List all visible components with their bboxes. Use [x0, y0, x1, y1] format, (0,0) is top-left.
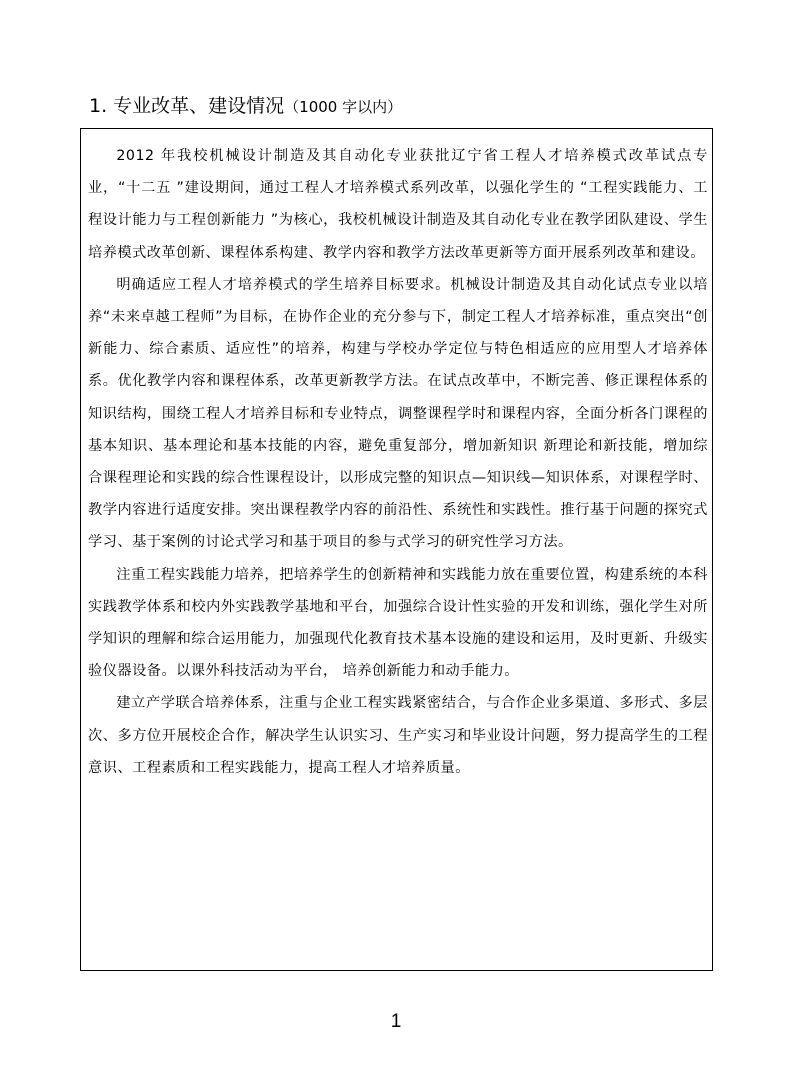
section-word-limit-note: （1000 字以内） [284, 98, 403, 116]
body-text [88, 140, 708, 784]
section-title: 1. 专业改革、建设情况 [89, 95, 285, 117]
paragraph: 建立产学联合培养体系，注重与企业工程实践紧密结合，与合作企业多渠道、多形式、多层次、多方位开展校企合作，解决学生认识实习、生产实习和毕业设计问题，努力提高学生的工程意识、工程素质和工程实践能力，提高工程人才培养质量。 [88, 695, 708, 776]
paragraph: 注重工程实践能力培养，把培养学生的创新精神和实践能力放在重要位置，构建系统的本科实践教学体系和校内外实践教学基地和平台，加强综合设计性实验的开发和训练，强化学生对所学知识的理解和综合运用能力，加强现代化教育技术基本设施的建设和运用，及时更新、升级实验仪器设备。以课外科技活动为平台， 培养创新能力和动手能力。 [88, 566, 708, 680]
paragraph: 明确适应工程人才培养模式的学生培养目标要求。机械设计制造及其自动化试点专业以培养“未来卓越工程师”为目标，在协作企业的充分参与下，制定工程人才培养标准，重点突出“创新能力、综合素质、适应性”的培养，构建与学校办学定位与特色相适应的应用型人才培养体系。优化教学内容和课程体系，改革更新教学方法。在试点改革中，不断完善、修正课程体系的知识结构，围绕工程人才培养目标和专业特点，调整课程学时和课程内容，全面分析各门课程的基本知识、基本理论和基本技能的内容，避免重复部分，增加新知识 新理论和新技能，增加综合课程理论和实践的综合性课程设计，以形成完整的知识点—知识线—知识体系，对课程学时、教学内容进行适度安排。突出课程教学内容的前沿性、系统性和实践性。推行基于问题的探究式学习、基于案例的讨论式学习和基于项目的参与式学习的研究性学习方法。 [88, 276, 708, 551]
page-number: 1 [390, 1011, 402, 1032]
paragraph: 2012 年我校机械设计制造及其自动化专业获批辽宁省工程人才培养模式改革试点专业，“十二五 ”建设期间，通过工程人才培养模式系列改革，以强化学生的 “工程实践能力、工程设计能力与工程创新能力 ”为核心，我校机械设计制造及其自动化专业在教学团队建设、学生培养模式改革创新、课程体系构建、教学内容和教学方法改革更新等方面开展系列改革和建设。 [88, 148, 708, 261]
section-heading [89, 92, 402, 121]
